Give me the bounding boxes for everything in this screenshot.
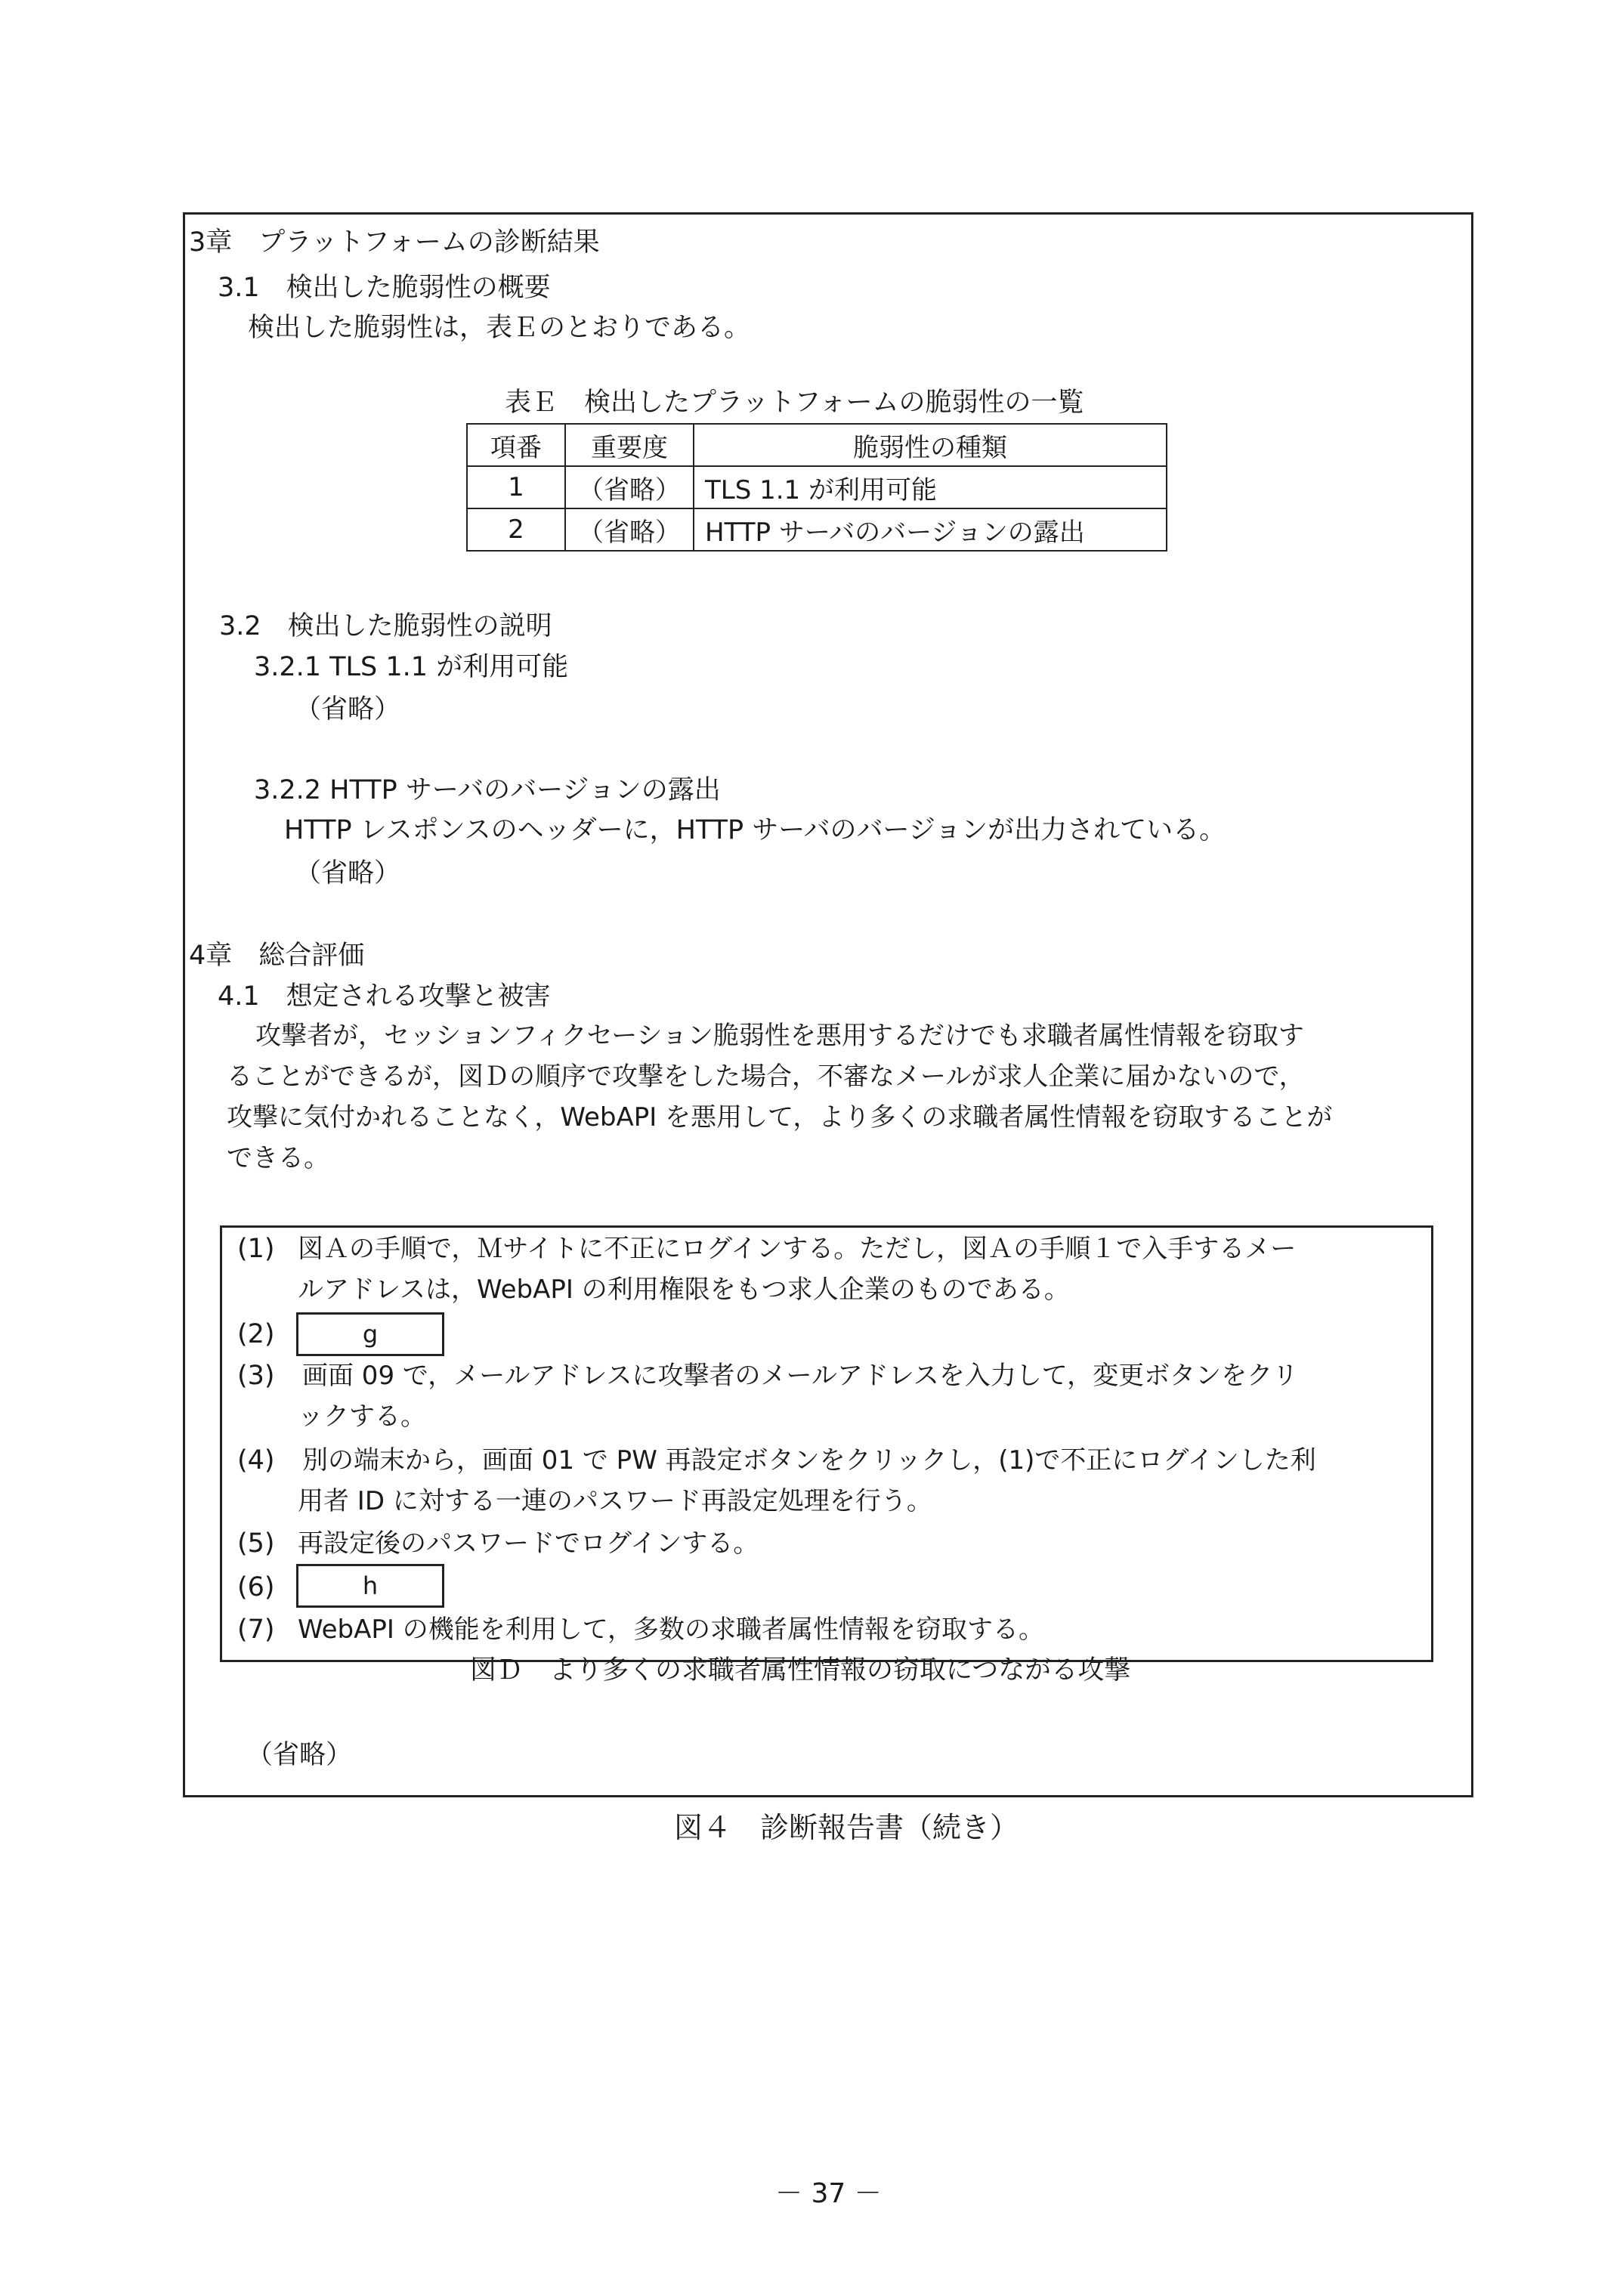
step-6-number: (6) xyxy=(237,1572,275,1602)
section-3-2-heading: 3.2 検出した脆弱性の説明 xyxy=(219,611,552,641)
section-3-1-text: 検出した脆弱性は，表Ｅのとおりである。 xyxy=(248,313,751,343)
section-4-1-line-1: 攻撃者が，セッションフィクセーション脆弱性を悪用するだけでも求職者属性情報を窃取す xyxy=(255,1021,1304,1051)
chapter3-heading: 3章 プラットフォームの診断結果 xyxy=(189,227,600,258)
figure-d-caption: 図Ｄ より多くの求職者属性情報の窃取につながる攻撃 xyxy=(470,1655,1131,1686)
section-4-1-line-3: 攻撃に気付かれることなく，WebAPI を悪用して，より多くの求職者属性情報を窃取することが xyxy=(227,1102,1333,1133)
section-3-2-1-omitted: （省略） xyxy=(295,694,401,725)
step-3-number: (3) xyxy=(237,1361,275,1391)
blank-g-box: g xyxy=(296,1312,444,1356)
section-4-1-line-2: ることができるが，図Ｄの順序で攻撃をした場合，不審なメールが求人企業に届かないので， xyxy=(227,1061,1305,1092)
table-header-cell: 脆弱性の種類 xyxy=(694,424,1167,466)
page-number: － 37 － xyxy=(775,2178,882,2209)
figure-4-caption: 図４ 診断報告書（続き） xyxy=(674,1811,1019,1844)
table-cell: （省略） xyxy=(565,508,694,551)
step-1-number: (1) xyxy=(237,1234,275,1264)
step-2-number: (2) xyxy=(237,1319,275,1349)
table-row xyxy=(467,466,1167,508)
step-3-line-1: 画面 09 で，メールアドレスに攻撃者のメールアドレスを入力して，変更ボタンをクリ xyxy=(302,1361,1299,1391)
table-cell: HTTP サーバのバージョンの露出 xyxy=(694,508,1167,551)
section-3-1-heading: 3.1 検出した脆弱性の概要 xyxy=(218,273,551,303)
table-cell: TLS 1.1 が利用可能 xyxy=(694,466,1167,508)
section-4-1-line-4: できる。 xyxy=(227,1143,329,1173)
chapter-4-omitted: （省略） xyxy=(246,1740,353,1770)
step-4-line-2: 用者 ID に対する一連のパスワード再設定処理を行う。 xyxy=(298,1486,932,1516)
step-3-line-2: ックする。 xyxy=(298,1401,426,1432)
section-3-2-1-heading: 3.2.1 TLS 1.1 が利用可能 xyxy=(254,652,569,682)
section-3-2-2-omitted: （省略） xyxy=(295,858,401,888)
vulnerability-table xyxy=(466,423,1167,552)
step-1-line-2: ルアドレスは，WebAPI の利用権限をもつ求人企業のものである。 xyxy=(298,1275,1070,1305)
blank-h-box: h xyxy=(296,1564,444,1608)
table-row xyxy=(467,508,1167,551)
step-7-line-1: WebAPI の機能を利用して，多数の求職者属性情報を窃取する。 xyxy=(298,1615,1045,1645)
section-3-2-2-heading: 3.2.2 HTTP サーバのバージョンの露出 xyxy=(254,775,721,805)
table-e-caption: 表Ｅ 検出したプラットフォームの脆弱性の一覧 xyxy=(505,388,1084,418)
section-3-2-2-text: HTTP レスポンスのヘッダーに，HTTP サーバのバージョンが出力されている。 xyxy=(284,815,1226,845)
step-5-number: (5) xyxy=(237,1528,275,1559)
step-5-line-1: 再設定後のパスワードでログインする。 xyxy=(298,1528,759,1559)
step-4-line-1: 別の端末から，画面 01 で PW 再設定ボタンをクリックし，(1)で不正にログインした利 xyxy=(302,1445,1316,1476)
step-4-number: (4) xyxy=(237,1445,275,1476)
section-4-1-heading: 4.1 想定される攻撃と被害 xyxy=(218,981,551,1012)
step-7-number: (7) xyxy=(237,1615,275,1645)
table-header-cell: 項番 xyxy=(467,424,565,466)
table-cell: 2 xyxy=(467,508,565,551)
table-header-cell: 重要度 xyxy=(565,424,694,466)
table-header-row xyxy=(467,424,1167,466)
step-1-line-1: 図Ａの手順で，Ｍサイトに不正にログインする。ただし，図Ａの手順１で入手するメー xyxy=(298,1234,1297,1264)
table-cell: 1 xyxy=(467,466,565,508)
table-cell: （省略） xyxy=(565,466,694,508)
chapter4-heading: 4章 総合評価 xyxy=(189,941,365,971)
